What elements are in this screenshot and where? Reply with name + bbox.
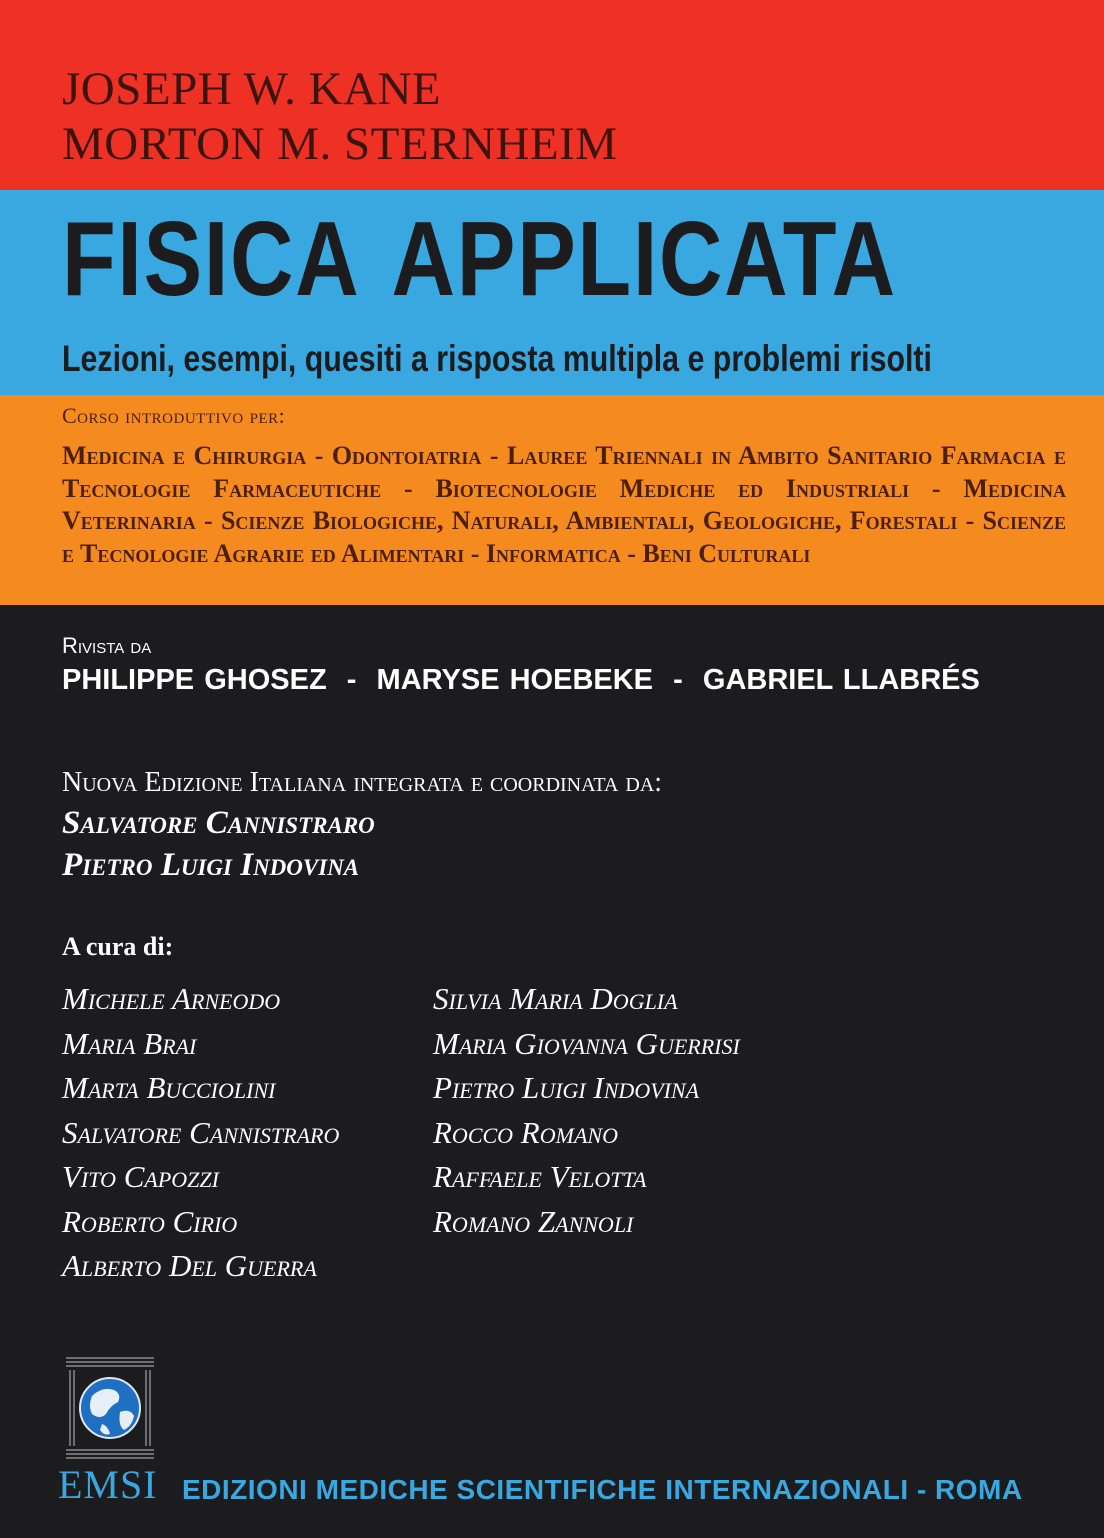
editor-name: Rocco Romano <box>433 1114 618 1150</box>
globe-icon <box>62 1356 158 1460</box>
publisher-name: EDIZIONI MEDICHE SCIENTIFICHE INTERNAZIONALI - ROMA <box>182 1474 1023 1505</box>
curated-by-label: A cura di: <box>62 932 174 961</box>
authors <box>62 62 618 172</box>
revisers: PHILIPPE GHOSEZ - MARYSE HOEBEKE - GABRIEL LLABRÉS <box>62 664 980 696</box>
author-name: MORTON M. STERNHEIM <box>62 118 618 170</box>
author-name: JOSEPH W. KANE <box>62 63 442 115</box>
coordinators <box>62 802 375 886</box>
editors-column-1 <box>62 977 339 1289</box>
editor-name: Maria Brai <box>62 1025 197 1061</box>
course-list: Medicina e Chirurgia - Odontoiatria - Lauree Triennali in Ambito Sanitario Farmacia e Tecnologie Farmaceutiche - Biotecnologie Mediche ed Industriali - Medicina Veterinaria - Scienze Biologiche, Naturali, Ambientali, Geologiche, Forestali - Scienze e Tecnologie Agrarie ed Alimentari - Informatica - Beni Culturali <box>62 441 1066 568</box>
editor-name: Silvia Maria Doglia <box>433 981 678 1016</box>
book-subtitle: Lezioni, esempi, quesiti a risposta multipla e problemi risolti <box>62 338 932 379</box>
editor-name: Pietro Luigi Indovina <box>433 1070 700 1105</box>
book-title: FISICA APPLICATA <box>62 200 897 318</box>
coordinator-name: Salvatore Cannistraro <box>62 805 375 841</box>
editor-name: Roberto Cirio <box>62 1203 238 1239</box>
editor-name: Romano Zannoli <box>433 1203 634 1239</box>
course-intro: Corso introduttivo per: <box>62 403 286 428</box>
editor-name: Marta Bucciolini <box>62 1070 276 1105</box>
editor-name: Raffaele Velotta <box>433 1159 647 1194</box>
editors-column-2 <box>433 977 740 1244</box>
editor-name: Vito Capozzi <box>62 1159 219 1194</box>
editor-name: Salvatore Cannistraro <box>62 1114 340 1150</box>
editor-name: Alberto Del Guerra <box>62 1248 317 1283</box>
publisher-logo-text: EMSI <box>58 1462 158 1507</box>
editor-name: Michele Arneodo <box>62 981 281 1016</box>
coordinator-name: Pietro Luigi Indovina <box>62 847 360 883</box>
edition-label: Nuova Edizione Italiana integrata e coordinata da: <box>62 767 663 798</box>
editor-name: Maria Giovanna Guerrisi <box>433 1025 740 1061</box>
revised-by-label: Rivista da <box>62 633 152 658</box>
